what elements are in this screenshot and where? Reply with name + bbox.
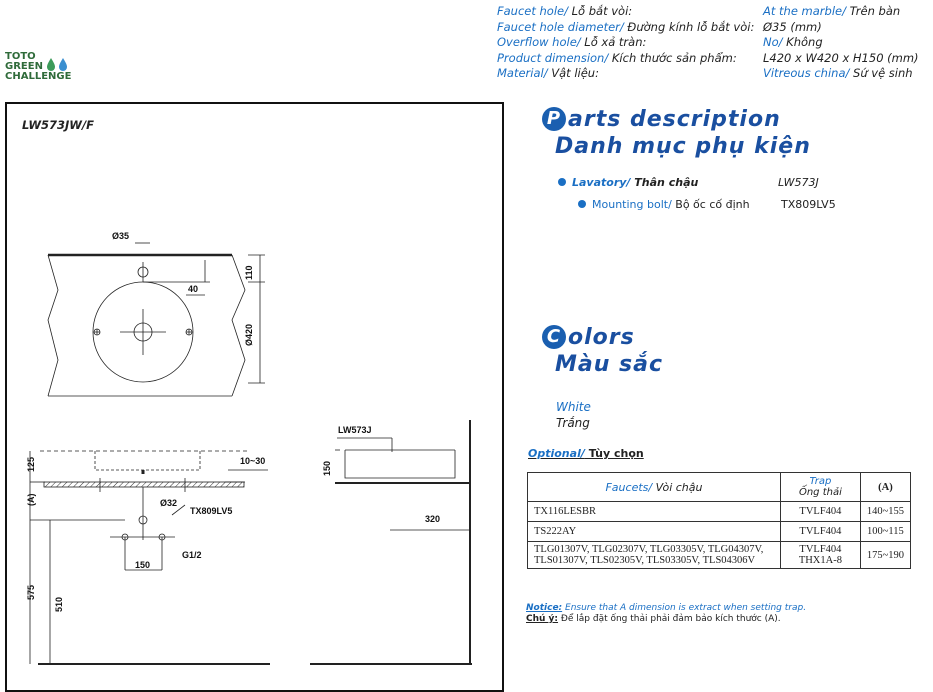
dim-40: 40 (188, 284, 199, 294)
dim-d32: Ø32 (160, 498, 178, 508)
spec-value: Vitreous china/ Sứ vệ sinh (763, 66, 913, 80)
parts-code: LW573J (778, 176, 819, 189)
spec-value: At the marble/ Trên bàn (763, 4, 901, 18)
color-name-vi: Trắng (556, 416, 590, 430)
parts-title: P arts description (542, 107, 781, 133)
spec-label: Product dimension/ Kích thước sản phẩm: (497, 50, 737, 65)
parts-item-bolt: Mounting bolt/ Bộ ốc cố định (578, 198, 750, 211)
table-row: TS222AY TVLF404 100~115 (528, 522, 911, 542)
colors-title-vi: Màu sắc (555, 352, 664, 377)
table-header-row: Faucets/ Vòi chậu Trap Ống thải (A) (528, 473, 911, 502)
dim-g12: G1/2 (182, 550, 202, 560)
table-row: TX116LESBR TVLF404 140~155 (528, 502, 911, 522)
parts-title-vi: Danh mục phụ kiện (555, 134, 811, 159)
dim-420: Ø420 (244, 323, 254, 346)
dim-110: 110 (244, 265, 254, 280)
spec-value: Ø35 (mm) (763, 19, 822, 34)
dim-125: 125 (26, 456, 36, 472)
dim-510: 510 (54, 596, 64, 612)
dim-575: 575 (26, 584, 36, 600)
side-view (310, 420, 472, 664)
notice-en: Notice: Ensure that A dimension is extract when setting trap. (526, 603, 807, 613)
model-code: LW573JW/F (22, 118, 95, 132)
dim-150: 150 (135, 560, 151, 570)
parts-code: TX809LV5 (781, 198, 836, 211)
optional-table (527, 472, 911, 569)
front-view (30, 451, 270, 664)
color-name: White (556, 400, 591, 414)
spec-value: L420 x W420 x H150 (mm) (763, 50, 919, 65)
bolt-code: TX809LV5 (190, 506, 233, 516)
table-row: TLG01307V, TLG02307V, TLG03305V, TLG04307V, TLS01307V, TLS02305V, TLS03305V, TLS04306V TVLF404 THX1A-8 175~190 (528, 542, 911, 569)
spec-label: Faucet hole/ Lỗ bắt vòi: (497, 4, 633, 18)
dim-a: (A) (26, 493, 36, 506)
dim-d35: Ø35 (112, 231, 130, 241)
spec-label: Faucet hole diameter/ Đường kính lỗ bắt vòi: (497, 19, 755, 34)
spec-value: No/ Không (763, 35, 823, 49)
spec-label: Material/ Vật liệu: (497, 66, 599, 80)
spec-label: Overflow hole/ Lỗ xả tràn: (497, 35, 647, 49)
notice-vi: Chú ý: Để lắp đặt ống thải phải đảm bảo kích thước (A). (526, 614, 781, 624)
dim-10-30: 10~30 (240, 456, 266, 466)
toto-green-challenge-logo: TOTO GREEN CHALLENGE (5, 51, 72, 82)
dim-side-150: 150 (322, 460, 332, 476)
optional-heading: Optional/ Tùy chọn (528, 447, 644, 460)
top-view (48, 243, 265, 396)
side-model-label: LW573J (338, 425, 372, 435)
parts-item-lavatory: Lavatory/ Thân chậu (558, 176, 698, 189)
colors-title: C olors (542, 325, 635, 351)
dim-320: 320 (425, 514, 441, 524)
